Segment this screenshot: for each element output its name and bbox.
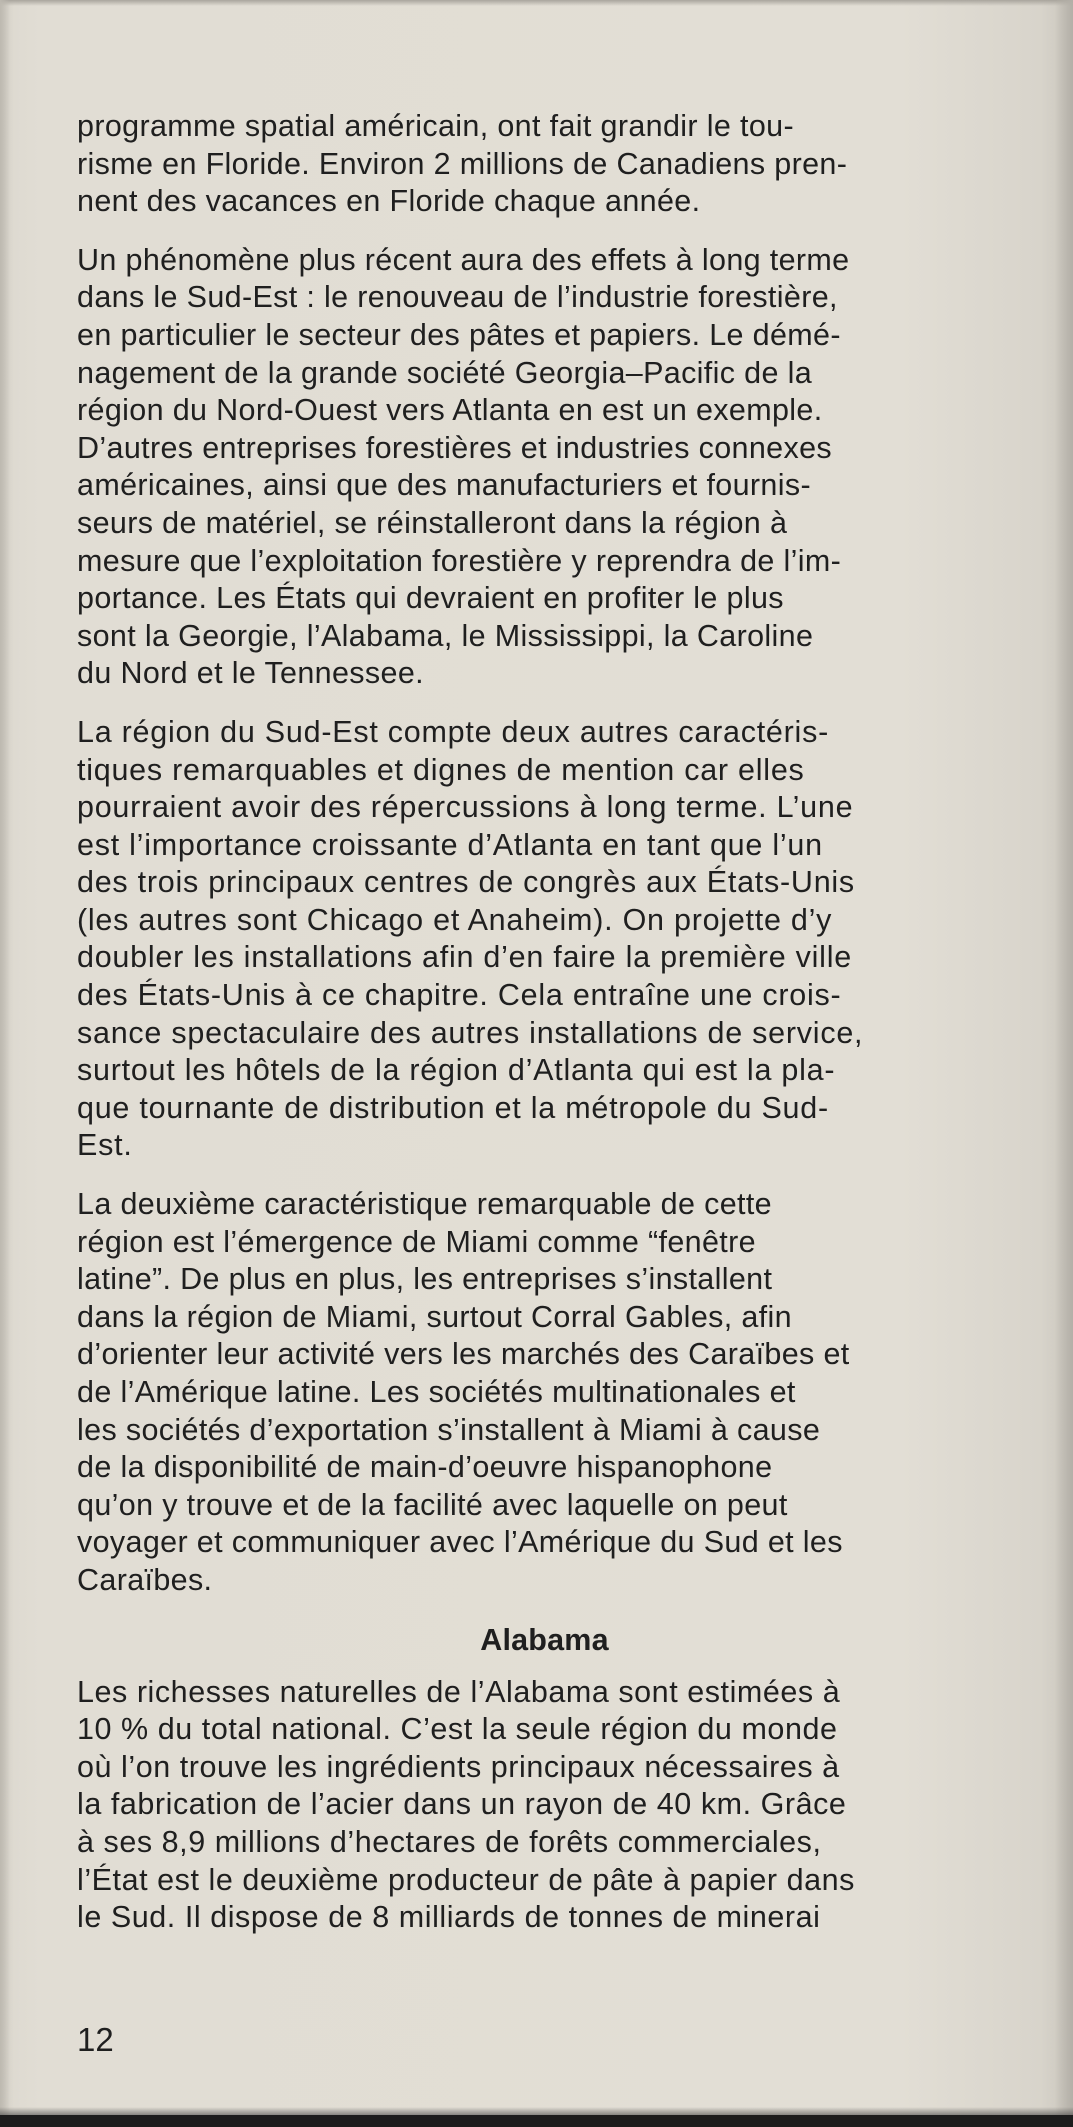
- text-line: à ses 8,9 millions d’hectares de forêts commerciales,: [77, 1824, 822, 1859]
- text-line: voyager et communiquer avec l’Amérique du Sud et les: [77, 1525, 843, 1560]
- text-line: nagement de la grande société Georgia–Pacific de la: [77, 355, 813, 390]
- text-line: nent des vacances en Floride chaque année.: [77, 184, 701, 219]
- text-line: région est l’émergence de Miami comme “fenêtre: [77, 1224, 756, 1259]
- text-line: mesure que l’exploitation forestière y reprendra de l’im-: [77, 543, 842, 578]
- text-line: tiques remarquables et dignes de mention car elles: [77, 752, 805, 787]
- text-line: portance. Les États qui devraient en profiter le plus: [77, 581, 784, 616]
- paragraph-alabama-resources: [77, 1674, 1012, 1937]
- text-line: sont la Georgie, l’Alabama, le Mississippi, la Caroline: [77, 618, 814, 653]
- text-line: pourraient avoir des répercussions à long terme. L’une: [77, 790, 854, 825]
- text-line: Caraïbes.: [77, 1562, 213, 1597]
- text-line: (les autres sont Chicago et Anaheim). On projette d’y: [77, 902, 833, 937]
- text-line: 10 % du total national. C’est la seule région du monde: [77, 1712, 838, 1747]
- text-line: La région du Sud-Est compte deux autres caractéris-: [77, 714, 829, 749]
- paragraph-tourism-florida: [77, 108, 1012, 221]
- text-line: latine”. De plus en plus, les entreprises s’installent: [77, 1262, 773, 1297]
- text-line: Un phénomène plus récent aura des effets à long terme: [77, 242, 850, 277]
- page-left-edge: [0, 0, 10, 2127]
- text-line: de la disponibilité de main-d’oeuvre hispanophone: [77, 1450, 773, 1485]
- text-line: que tournante de distribution et la métropole du Sud-: [77, 1090, 829, 1125]
- text-line: programme spatial américain, ont fait grandir le tou-: [77, 109, 794, 143]
- text-line: Les richesses naturelles de l’Alabama sont estimées à: [77, 1674, 841, 1709]
- text-line: qu’on y trouve et de la facilité avec laquelle on peut: [77, 1487, 788, 1522]
- text-line: américaines, ainsi que des manufacturiers et fournis-: [77, 468, 811, 503]
- paragraph-atlanta-congress: [77, 714, 1012, 1165]
- paragraph-miami-latin-window: [77, 1186, 1012, 1600]
- text-line: D’autres entreprises forestières et industries connexes: [77, 430, 832, 465]
- paragraph-forest-industry: [77, 242, 1012, 693]
- page-number: 12: [77, 2021, 114, 2058]
- text-line: surtout les hôtels de la région d’Atlanta qui est la pla-: [77, 1053, 836, 1088]
- text-line: est l’importance croissante d’Atlanta en tant que l’un: [77, 827, 823, 862]
- text-line: risme en Floride. Environ 2 millions de Canadiens pren-: [77, 146, 848, 181]
- text-line: sance spectaculaire des autres installations de service,: [77, 1015, 864, 1050]
- text-line: où l’on trouve les ingrédients principaux nécessaires à: [77, 1749, 840, 1784]
- text-line: Est.: [77, 1128, 133, 1163]
- body-text: [77, 108, 1012, 1958]
- text-line: de l’Amérique latine. Les sociétés multinationales et: [77, 1375, 796, 1409]
- text-line: du Nord et le Tennessee.: [77, 656, 424, 691]
- section-heading-alabama: Alabama: [480, 1622, 609, 1657]
- text-line: des trois principaux centres de congrès aux États-Unis: [77, 865, 855, 900]
- text-line: La deuxième caractéristique remarquable de cette: [77, 1187, 772, 1222]
- page-bottom-shadow: [0, 2107, 1073, 2115]
- text-line: en particulier le secteur des pâtes et papiers. Le démé-: [77, 317, 841, 352]
- text-line: d’orienter leur activité vers les marchés des Caraïbes et: [77, 1337, 850, 1372]
- text-line: des États-Unis à ce chapitre. Cela entraîne une crois-: [77, 978, 842, 1013]
- text-line: les sociétés d’exportation s’installent à Miami à cause: [77, 1412, 821, 1447]
- text-line: l’État est le deuxième producteur de pâte à papier dans: [77, 1862, 855, 1897]
- text-line: doubler les installations afin d’en faire la première ville: [77, 940, 852, 975]
- text-line: la fabrication de l’acier dans un rayon de 40 km. Grâce: [77, 1787, 847, 1822]
- text-line: région du Nord-Ouest vers Atlanta en est un exemple.: [77, 393, 823, 428]
- text-line: seurs de matériel, se réinstalleront dans la région à: [77, 505, 788, 540]
- page-top-edge: [0, 0, 1073, 6]
- page-bottom-edge: [0, 2115, 1073, 2127]
- text-line: dans le Sud-Est : le renouveau de l’industrie forestière,: [77, 280, 838, 315]
- text-line: le Sud. Il dispose de 8 milliards de tonnes de minerai: [77, 1900, 821, 1935]
- text-line: dans la région de Miami, surtout Corral Gables, afin: [77, 1299, 792, 1334]
- page-right-edge: [1055, 0, 1073, 2127]
